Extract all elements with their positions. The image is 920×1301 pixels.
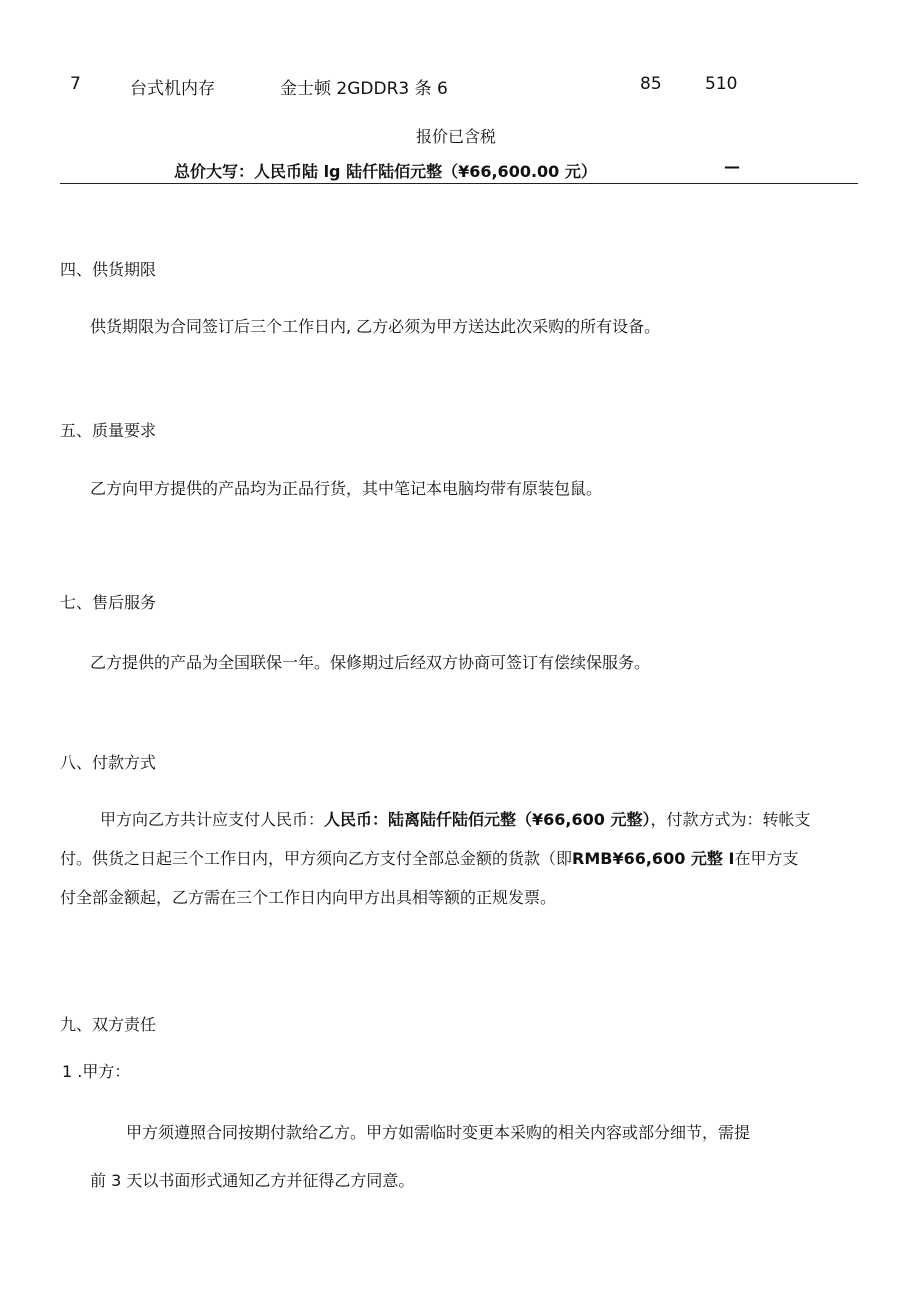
table-bottom-rule <box>60 183 858 184</box>
section-5-body: 乙方向甲方提供的产品均为正品行货，其中笔记本电脑均带有原装包鼠。 <box>90 479 603 498</box>
row-item: 台式机内存 <box>130 79 215 99</box>
row-index: 7 <box>70 74 81 94</box>
payment-amount-words: 人民币：陆离陆仟陆佰元整（¥66,600 元整） <box>324 810 651 829</box>
payment-intro: 甲方向乙方共计应支付人民币： <box>100 810 325 829</box>
tax-note: 报价已含税 <box>416 127 497 146</box>
payment-amount-rmb: RMB¥66,600 元整 I <box>572 849 735 868</box>
row-amount: 510 <box>705 74 738 94</box>
section-8-line-2 <box>60 839 860 878</box>
payment-method: ，付款方式为：转帐支 <box>650 810 811 829</box>
section-4-body: 供货期限为合同签订后三个工作日内, 乙方必须为甲方送达此次采购的所有设备。 <box>90 317 661 336</box>
section-7-heading: 七、售后服务 <box>60 593 157 612</box>
row-spec: 金士顿 2GDDR3 条 6 <box>280 79 448 99</box>
section-8-line-3: 付全部金额起，乙方需在三个工作日内向甲方出具相等额的正规发票。 <box>60 888 557 907</box>
total-dash: — <box>724 157 740 176</box>
section-9-para-line-1: 甲方须遵照合同按期付款给乙方。甲方如需临时变更本采购的相关内容或部分细节，需提 <box>126 1123 751 1142</box>
section-9-para-line-2: 前 3 天以书面形式通知乙方并征得乙方同意。 <box>90 1171 415 1190</box>
section-8-heading: 八、付款方式 <box>60 753 157 772</box>
section-4-heading: 四、供货期限 <box>60 260 157 279</box>
section-8-body <box>60 800 860 917</box>
payment-terms-cont: 在甲方支 <box>734 849 799 868</box>
section-9-heading: 九、双方责任 <box>60 1015 157 1034</box>
payment-terms: 付。供货之日起三个工作日内，甲方须向乙方支付全部总金额的货款（即 <box>60 849 573 868</box>
total-amount-text: 总价大写：人民币陆 lg 陆仟陆佰元整（¥66,600.00 元） <box>174 162 597 181</box>
row-unit-price: 85 <box>640 74 662 94</box>
section-7-body: 乙方提供的产品为全国联保一年。保修期过后经双方协商可签订有偿续保服务。 <box>90 653 651 672</box>
section-8-line-1 <box>60 800 860 839</box>
section-9-sub-1: 1 .甲方： <box>62 1062 131 1081</box>
section-5-heading: 五、质量要求 <box>60 421 157 440</box>
